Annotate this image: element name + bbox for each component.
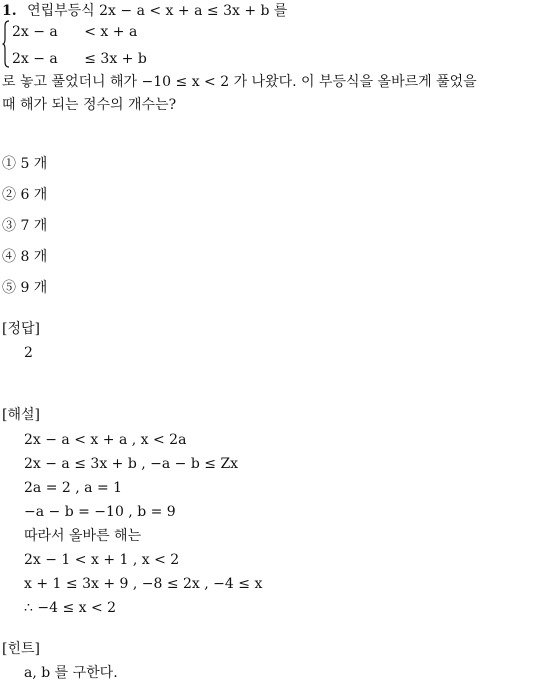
question-text-3: 때 해가 되는 정수의 개수는? [2, 97, 177, 113]
system-row-2 [12, 50, 147, 68]
solution-line: x + 1 ≤ 3x + 9 , −8 ≤ 2x , −4 ≤ x [24, 576, 263, 592]
question-number: 1. [2, 3, 17, 19]
choice-5[interactable]: ⑤ 9 개 [2, 280, 48, 296]
choice-3[interactable]: ③ 7 개 [2, 218, 48, 234]
choice-1[interactable]: ① 5 개 [2, 156, 48, 172]
solution-label: [해설] [2, 407, 40, 423]
answer-value: 2 [24, 345, 33, 361]
answer-label: [정답] [2, 321, 40, 337]
question-text-1: 연립부등식 2x − a < x + a ≤ 3x + b 를 [27, 3, 288, 19]
solution-line: 2x − 1 < x + 1 , x < 2 [24, 552, 180, 568]
system-row-1 [12, 23, 137, 41]
solution-line: 2x − a < x + a , x < 2a [24, 432, 187, 448]
choice-2[interactable]: ② 6 개 [2, 187, 48, 203]
question-line-1 [2, 2, 287, 20]
solution-line: 2a = 2 , a = 1 [24, 480, 123, 496]
system-row-2-right: ≤ 3x + b [84, 51, 147, 67]
solution-line: 따라서 올바른 해는 [24, 528, 142, 544]
question-text-2: 로 놓고 풀었더니 해가 −10 ≤ x < 2 가 나왔다. 이 부등식을 올바르게 풀었을 [2, 74, 477, 90]
solution-line: −a − b = −10 , b = 9 [24, 504, 176, 520]
solution-line: ∴ −4 ≤ x < 2 [24, 600, 117, 616]
choice-4[interactable]: ④ 8 개 [2, 249, 48, 265]
solution-line: 2x − a ≤ 3x + b , −a − b ≤ Zx [24, 456, 239, 472]
hint-text: a, b 를 구한다. [24, 665, 118, 681]
system-row-1-left: 2x − a [12, 24, 58, 40]
system-row-1-right: < x + a [84, 24, 138, 40]
hint-label: [힌트] [2, 641, 40, 657]
system-brace-icon [2, 20, 10, 68]
system-row-2-left: 2x − a [12, 51, 58, 67]
